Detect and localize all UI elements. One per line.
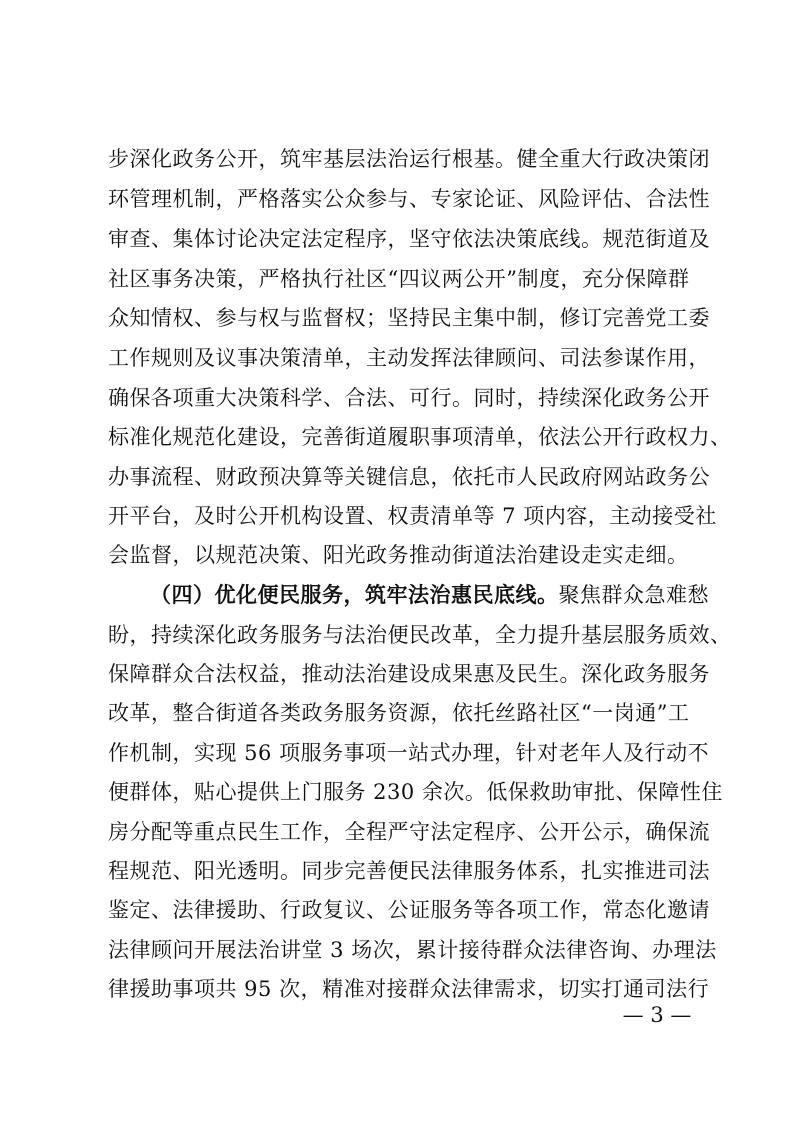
text-line: 环管理机制，严格落实公众参与、专家论证、风险评估、合法性 bbox=[108, 187, 710, 211]
text-line: 开平台，及时公开机构设置、权责清单等 7 项内容，主动接受社 bbox=[108, 504, 717, 528]
text-line: 会监督，以规范决策、阳光政务推动街道法治建设走实走细。 bbox=[108, 543, 689, 567]
text-line: 便群体，贴心提供上门服务 230 余次。低保救助审批、保障性住 bbox=[108, 780, 723, 804]
text-line: 律援助事项共 95 次，精准对接群众法律需求，切实打通司法行 bbox=[108, 977, 710, 1001]
text-line: 确保各项重大决策科学、合法、可行。同时，持续深化政务公开 bbox=[108, 386, 710, 410]
text-line: 法律顾问开展法治讲堂 3 场次，累计接待群众法律咨询、办理法 bbox=[108, 938, 717, 962]
text-line: 标准化规范化建设，完善街道履职事项清单，依法公开行政权力、 bbox=[108, 425, 732, 449]
text-line: 作机制，实现 56 项服务事项一站式办理，针对老年人及行动不 bbox=[108, 741, 710, 765]
section-heading: （四）优化便民服务，筑牢法治惠民底线。 bbox=[150, 582, 559, 607]
text-line: 步深化政务公开，筑牢基层法治运行根基。健全重大行政决策闭 bbox=[108, 147, 710, 171]
text-line: 审查、集体讨论决定法定程序，坚守依法决策底线。规范街道及 bbox=[108, 227, 710, 251]
text-line: 鉴定、法律援助、行政复议、公证服务等各项工作，常态化邀请 bbox=[108, 898, 710, 922]
text-line: 众知情权、参与权与监督权；坚持民主集中制，修订完善党工委 bbox=[108, 306, 710, 330]
text-run: 聚焦群众急难愁 bbox=[558, 583, 709, 607]
text-line: 房分配等重点民生工作，全程严守法定程序、公开公示，确保流 bbox=[108, 820, 710, 844]
text-line: 社区事务决策，严格执行社区“四议两公开”制度，充分保障群 bbox=[108, 267, 690, 291]
text-line: 办事流程、财政预决算等关键信息，依托市人民政府网站政务公 bbox=[108, 465, 710, 489]
page-number: — 3 — bbox=[622, 1003, 692, 1027]
text-line: 保障群众合法权益，推动法治建设成果惠及民生。深化政务服务 bbox=[108, 662, 710, 686]
text-line: 改革，整合街道各类政务服务资源，依托丝路社区“一岗通”工 bbox=[108, 701, 690, 725]
text-line: 程规范、阳光透明。同步完善便民法律服务体系，扎实推进司法 bbox=[108, 859, 710, 883]
text-line: 盼，持续深化政务服务与法治便民改革，全力提升基层服务质效、 bbox=[108, 623, 732, 647]
paragraph-heading-line bbox=[150, 576, 709, 614]
text-line: 工作规则及议事决策清单，主动发挥法律顾问、司法参谋作用， bbox=[108, 346, 710, 370]
